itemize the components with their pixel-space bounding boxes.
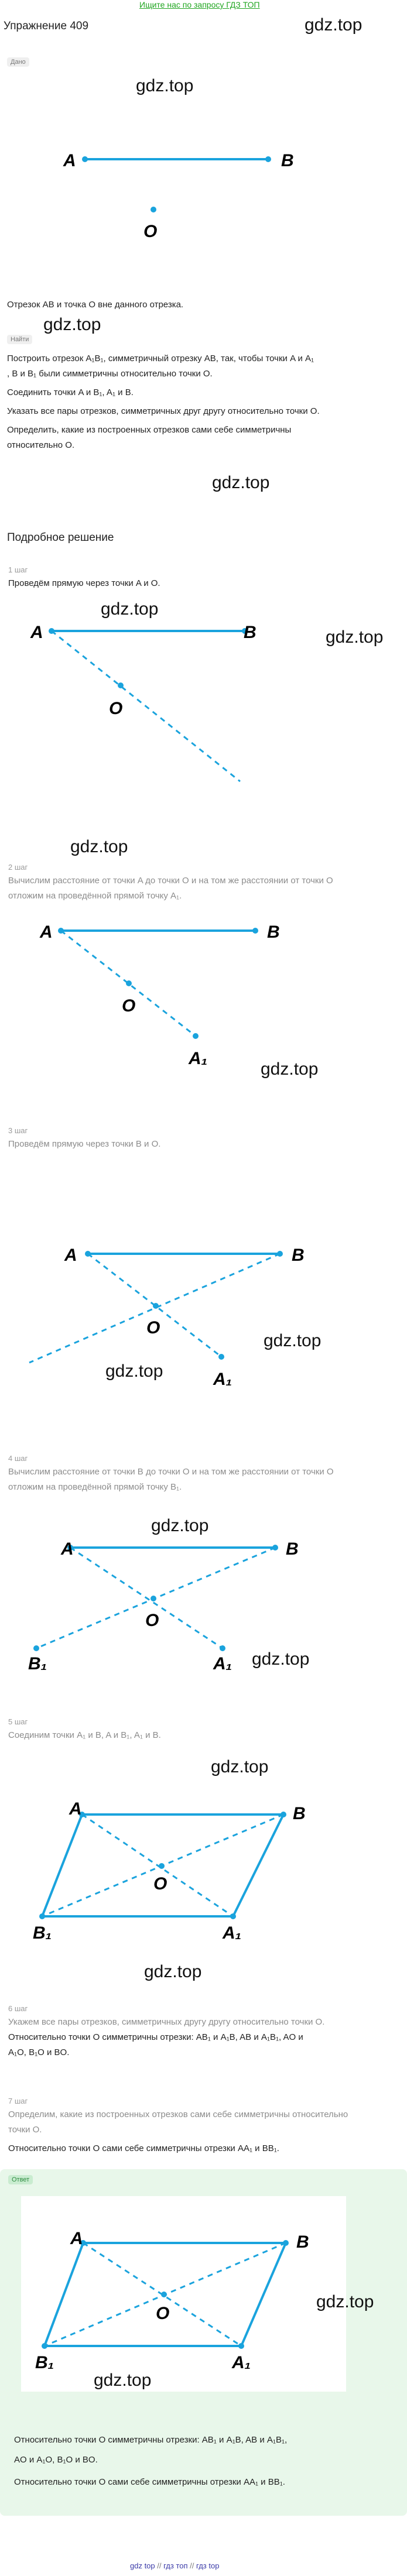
step3-figure xyxy=(0,1223,407,1393)
step-label: 7 шаг xyxy=(8,2097,28,2105)
step1-figure xyxy=(0,615,407,802)
watermark: gdz.top xyxy=(151,1516,209,1535)
answer-block xyxy=(0,2169,407,2516)
point-label-b1: B₁ xyxy=(35,2353,54,2372)
given-statement: Отрезок AB и точка O вне данного отрезка. xyxy=(7,300,184,310)
point-label-o: O xyxy=(156,2304,170,2323)
step-label: 1 шаг xyxy=(8,565,28,574)
page-title: Упражнение 409 xyxy=(4,20,89,32)
point-label-b: B xyxy=(286,1539,299,1559)
point-label-o: O xyxy=(145,1611,159,1630)
footer-link[interactable]: гдз top xyxy=(196,2561,220,2570)
point-label-a: A xyxy=(30,623,43,642)
step2-figure xyxy=(0,907,407,1071)
step-label: 4 шаг xyxy=(8,1454,28,1463)
point-label-a1: A₁ xyxy=(213,1370,232,1389)
point-label-a1: A₁ xyxy=(232,2353,251,2372)
search-link[interactable]: Ищите нас по запросу ГДЗ ТОП xyxy=(139,0,260,9)
point-label-o: O xyxy=(143,222,158,241)
step5-figure xyxy=(0,1791,407,1943)
step-text: Вычислим расстояние от точки A до точки O и на том же расстоянии от точки O отложим на проведённой прямой точку A₁. xyxy=(8,876,333,901)
point-label-b1: B₁ xyxy=(33,1923,52,1943)
point-label-b: B xyxy=(267,922,280,942)
watermark: gdz.top xyxy=(252,1649,310,1669)
footer: gdz top // гдз топ // гдз top xyxy=(130,2561,220,2570)
watermark: gdz.top xyxy=(43,315,101,334)
watermark: gdz.top xyxy=(105,1361,163,1381)
point-label-b: B xyxy=(281,151,294,170)
point-label-b: B xyxy=(292,1246,305,1265)
step-text: Проведём прямую через точки B и O. xyxy=(8,1139,161,1149)
step-label: 6 шаг xyxy=(8,2004,28,2013)
answer-figure-card xyxy=(21,2196,346,2392)
watermark: gdz.top xyxy=(94,2371,152,2390)
point-label-o: O xyxy=(109,699,123,718)
answer-text: Относительно точки O симметричны отрезки: AB₁ и A₁B, AB и A₁B₁, AO и A₁O, B₁O и BO. Относительно точки O сами себе симметричны отрезки AA₁ и BB₁. xyxy=(14,2435,288,2487)
watermark: gdz.top xyxy=(305,15,362,35)
point-label-b: B xyxy=(293,1804,306,1823)
find-tag: Найти xyxy=(7,335,32,344)
answer-figure xyxy=(21,2196,346,2392)
point-label-a: A xyxy=(70,2229,83,2248)
watermark: gdz.top xyxy=(212,473,270,492)
watermark: gdz.top xyxy=(211,1757,269,1776)
watermark: gdz.top xyxy=(264,1331,322,1350)
footer-link[interactable]: gdz top xyxy=(130,2561,155,2570)
watermark: gdz.top xyxy=(136,76,194,95)
point-label-a: A xyxy=(61,1539,74,1559)
footer-link[interactable]: гдз топ xyxy=(163,2561,188,2570)
point-label-b: B xyxy=(296,2232,309,2252)
step-label: 2 шаг xyxy=(8,863,28,872)
given-tag: Дано xyxy=(7,57,29,67)
watermark: gdz.top xyxy=(144,1962,202,1981)
step-text: Определим, какие из построенных отрезков сами себе симметричны относительно точки O. Относительно точки O сами себе симметричны отрезки AA₁ и BB₁. xyxy=(8,2109,348,2153)
answer-tag: Ответ xyxy=(8,2175,33,2184)
point-label-a1: A₁ xyxy=(189,1049,208,1068)
given-figure xyxy=(0,117,407,252)
point-label-b1: B₁ xyxy=(28,1654,47,1673)
watermark: gdz.top xyxy=(70,837,128,856)
watermark: gdz.top xyxy=(326,627,384,647)
point-label-a1: A₁ xyxy=(213,1654,232,1673)
solution-title: Подробное решение xyxy=(7,531,114,544)
step-label: 5 шаг xyxy=(8,1717,28,1726)
point-label-o: O xyxy=(122,996,136,1016)
step4-figure xyxy=(0,1522,407,1674)
find-text: Построить отрезок A₁B₁, симметричный отрезку AB, так, чтобы точки A и A₁ , B и B₁ были симметричны относительно точки O. Соединить точки A и B₁, A₁ и B. Указать все пары отрезков, симметричных друг другу относительно точки O. Определить, какие из построенных отрезков сами себе симметричны относительно O. xyxy=(7,354,320,450)
step-text: Соединим точки A₁ и B, A и B₁, A₁ и B. xyxy=(8,1730,161,1740)
point-label-o: O xyxy=(146,1318,160,1337)
point-label-a: A xyxy=(63,151,76,170)
step-text: Вычислим расстояние от точки B до точки O и на том же расстоянии от точки O отложим на проведённой прямой точку B₁. xyxy=(8,1467,334,1492)
watermark: gdz.top xyxy=(261,1059,319,1079)
point-label-a1: A₁ xyxy=(223,1923,242,1943)
step-text: Проведём прямую через точки A и O. xyxy=(8,578,160,588)
point-label-a: A xyxy=(40,922,53,942)
point-label-b: B xyxy=(244,623,256,642)
watermark: gdz.top xyxy=(101,599,159,619)
step-label: 3 шаг xyxy=(8,1126,28,1135)
watermark: gdz.top xyxy=(316,2292,374,2311)
point-label-a: A xyxy=(64,1246,77,1265)
point-label-o: O xyxy=(153,1874,167,1894)
step-text: Укажем все пары отрезков, симметричных другу другу относительно точки O. Относительно точки O симметричны отрезки: AB₁ и A₁B, AB и A₁B₁, AO и A₁O, B₁O и BO. xyxy=(8,2017,325,2057)
point-label-a: A xyxy=(69,1799,82,1819)
